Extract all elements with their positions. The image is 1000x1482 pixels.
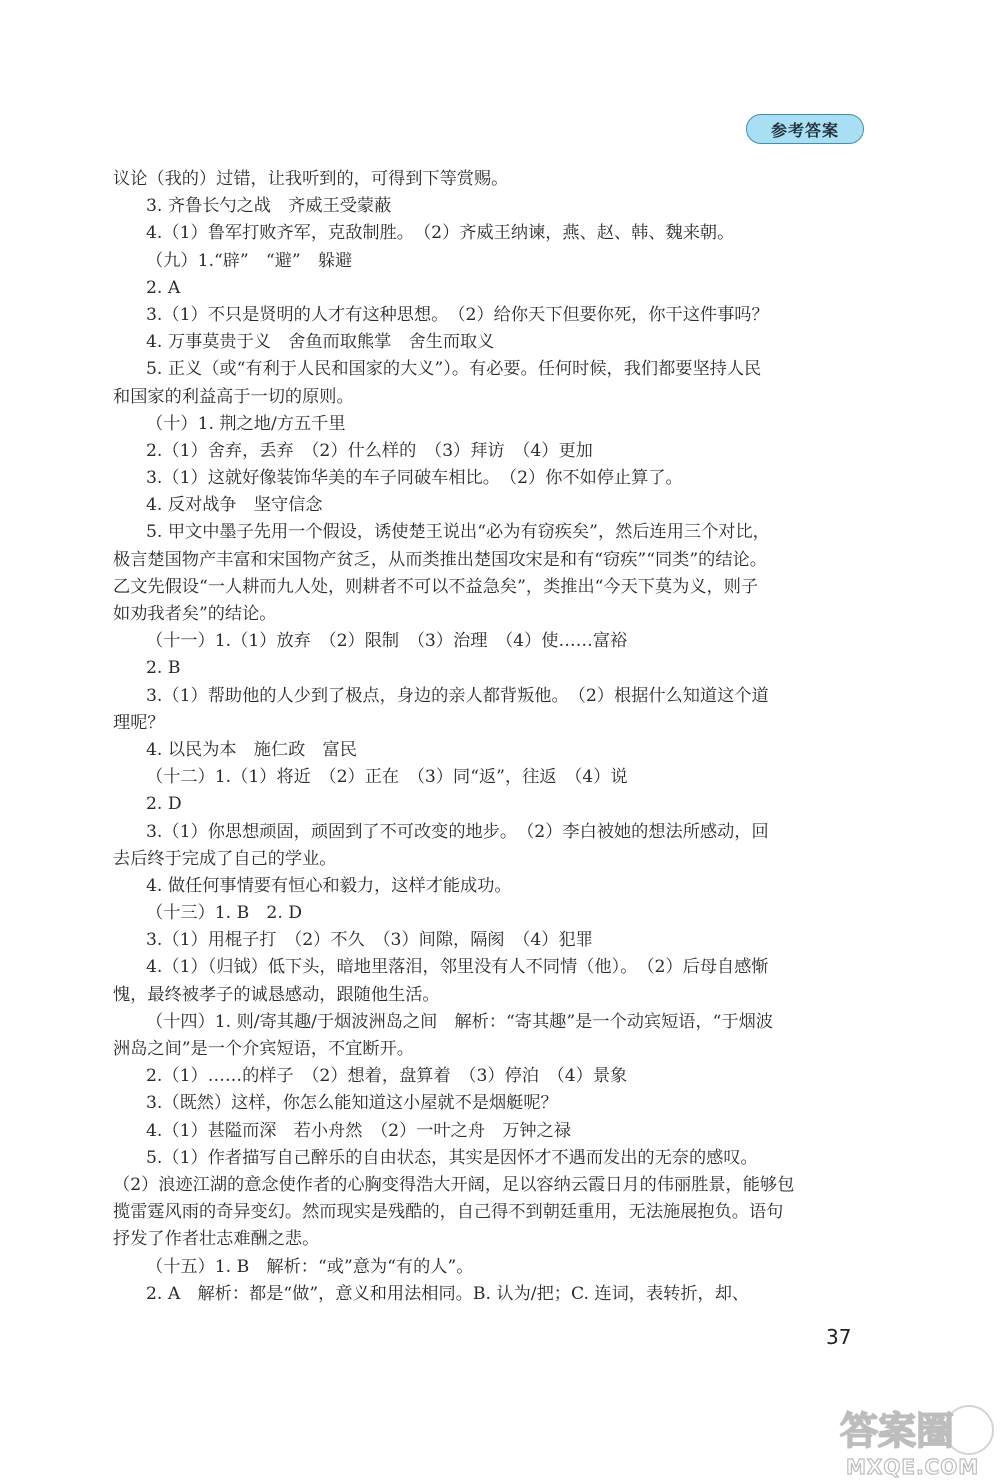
text-line: 5. 甲文中墨子先用一个假设，诱使楚王说出“必为有窃疾矣”，然后连用三个对比， <box>146 522 770 543</box>
text-line: 3.（既然）这样，你怎么能知道这小屋就不是烟艇呢？ <box>146 1093 558 1114</box>
text-line: 4. 做任何事情要有恒心和毅力，这样才能成功。 <box>146 875 512 896</box>
text-line: 2. D <box>146 794 182 815</box>
text-line: 3.（1）你思想顽固，顽固到了不可改变的地步。 （2）李白被她的想法所感动，回 <box>146 821 769 842</box>
text-line: 4. 以民为本 施仁政 富民 <box>146 739 357 760</box>
text-line: （2）浪迹江湖的意念使作者的心胸变得浩大开阔，足以容纳云霞日月的伟丽胜景，能够包 <box>113 1174 795 1195</box>
text-line: 和国家的利益高于一切的原则。 <box>113 386 354 407</box>
text-line: 如劝我者矣”的结论。 <box>113 604 277 624</box>
text-line: 愧，最终被孝子的诚恳感动，跟随他生活。 <box>113 984 440 1005</box>
text-line: 去后终于完成了自己的学业。 <box>113 848 337 869</box>
text-line: 抒发了作者壮志难酬之悲。 <box>113 1229 320 1250</box>
text-line: 2.（1）舍弃，丢弃 （2）什么样的 （3）拜访 （4）更加 <box>146 440 593 461</box>
text-line: （十一）1.（1）放弃 （2）限制 （3）治理 （4）使……富裕 <box>146 631 628 652</box>
text-line: （十二）1.（1）将近 （2）正在 （3）同“返”，往返 （4）说 <box>146 767 628 788</box>
watermark-logo-text: 答案圈 <box>840 1409 955 1453</box>
text-line: 4.（1）甚隘而深 若小舟然 （2）一叶之舟 万钟之禄 <box>146 1120 571 1141</box>
text-line: （十）1. 荆之地/方五千里 <box>146 413 346 434</box>
text-line: 3.（1）不只是贤明的人才有这种思想。 （2）给你天下但要你死，你干这件事吗？ <box>146 304 769 325</box>
text-line: 乙文先假设“一人耕而九人处，则耕者不可以不益急矣”，类推出“今天下莫为义，则子 <box>113 576 759 597</box>
text-line: （十四）1. 则/寄其趣/于烟波洲岛之间 解析：“寄其趣”是一个动宾短语，“于烟波 <box>146 1011 773 1032</box>
text-line: 4.（1）（归钺）低下头，暗地里落泪，邻里没有人不同情（他）。 （2）后母自感惭 <box>146 957 769 978</box>
answer-text-body <box>113 166 873 1308</box>
text-line: 洲岛之间”是一个介宾短语，不宜断开。 <box>113 1039 414 1059</box>
text-line: 极言楚国物产丰富和宋国物产贫乏，从而类推出楚国攻宋是和有“窃疾”“同类”的结论。 <box>113 549 767 570</box>
text-line: 2. A <box>146 277 181 298</box>
page-number: 37 <box>826 1325 852 1349</box>
text-line: （十三）1. B 2. D <box>146 903 303 924</box>
text-line: 理呢？ <box>113 712 165 733</box>
text-line: 4. 反对战争 坚守信念 <box>146 495 323 516</box>
text-line: 2.（1）……的样子 （2）想着，盘算着 （3）停泊 （4）景象 <box>146 1066 628 1087</box>
answer-key-badge: 参考答案 <box>746 114 864 144</box>
text-line: 4.（1）鲁军打败齐军，克敌制胜。 （2）齐威王纳谏，燕、赵、韩、魏来朝。 <box>146 223 735 244</box>
text-line: 5. 正义（或“有利于人民和国家的大义”）。有必要。任何时候，我们都要坚持人民 <box>146 359 762 380</box>
text-line: 3. 齐鲁长勺之战 齐威王受蒙蔽 <box>146 196 392 217</box>
text-line: 3.（1）帮助他的人少到了极点，身边的亲人都背叛他。 （2）根据什么知道这个道 <box>146 685 769 706</box>
text-line: 3.（1）这就好像装饰华美的车子同破车相比。 （2）你不如停止算了。 <box>146 468 683 489</box>
text-line: 5.（1）作者描写自己醉乐的自由状态，其实是因怀才不遇而发出的无奈的感叹。 <box>146 1147 758 1168</box>
text-line: 3.（1）用棍子打 （2）不久 （3）间隙，隔阂 （4）犯罪 <box>146 930 593 951</box>
text-line: （十五）1. B 解析：“或”意为“有的人”。 <box>146 1256 474 1277</box>
text-line: 2. B <box>146 658 181 679</box>
watermark-logo <box>836 1400 1000 1482</box>
text-line: （九）1.“辟” “避” 躲避 <box>146 250 353 271</box>
text-line: 议论（我的）过错，让我听到的，可得到下等赏赐。 <box>113 169 509 189</box>
text-line: 4. 万事莫贵于义 舍鱼而取熊掌 舍生而取义 <box>146 332 495 353</box>
watermark-domain: MXQE.COM <box>846 1455 980 1479</box>
text-line: 2. A 解析：都是“做”，意义和用法相同。B. 认为/把；C. 连词，表转折，却、 <box>146 1283 750 1304</box>
text-line: 揽雷霆风雨的奇异变幻。然而现实是残酷的，自己得不到朝廷重用，无法施展抱负。语句 <box>113 1202 784 1223</box>
